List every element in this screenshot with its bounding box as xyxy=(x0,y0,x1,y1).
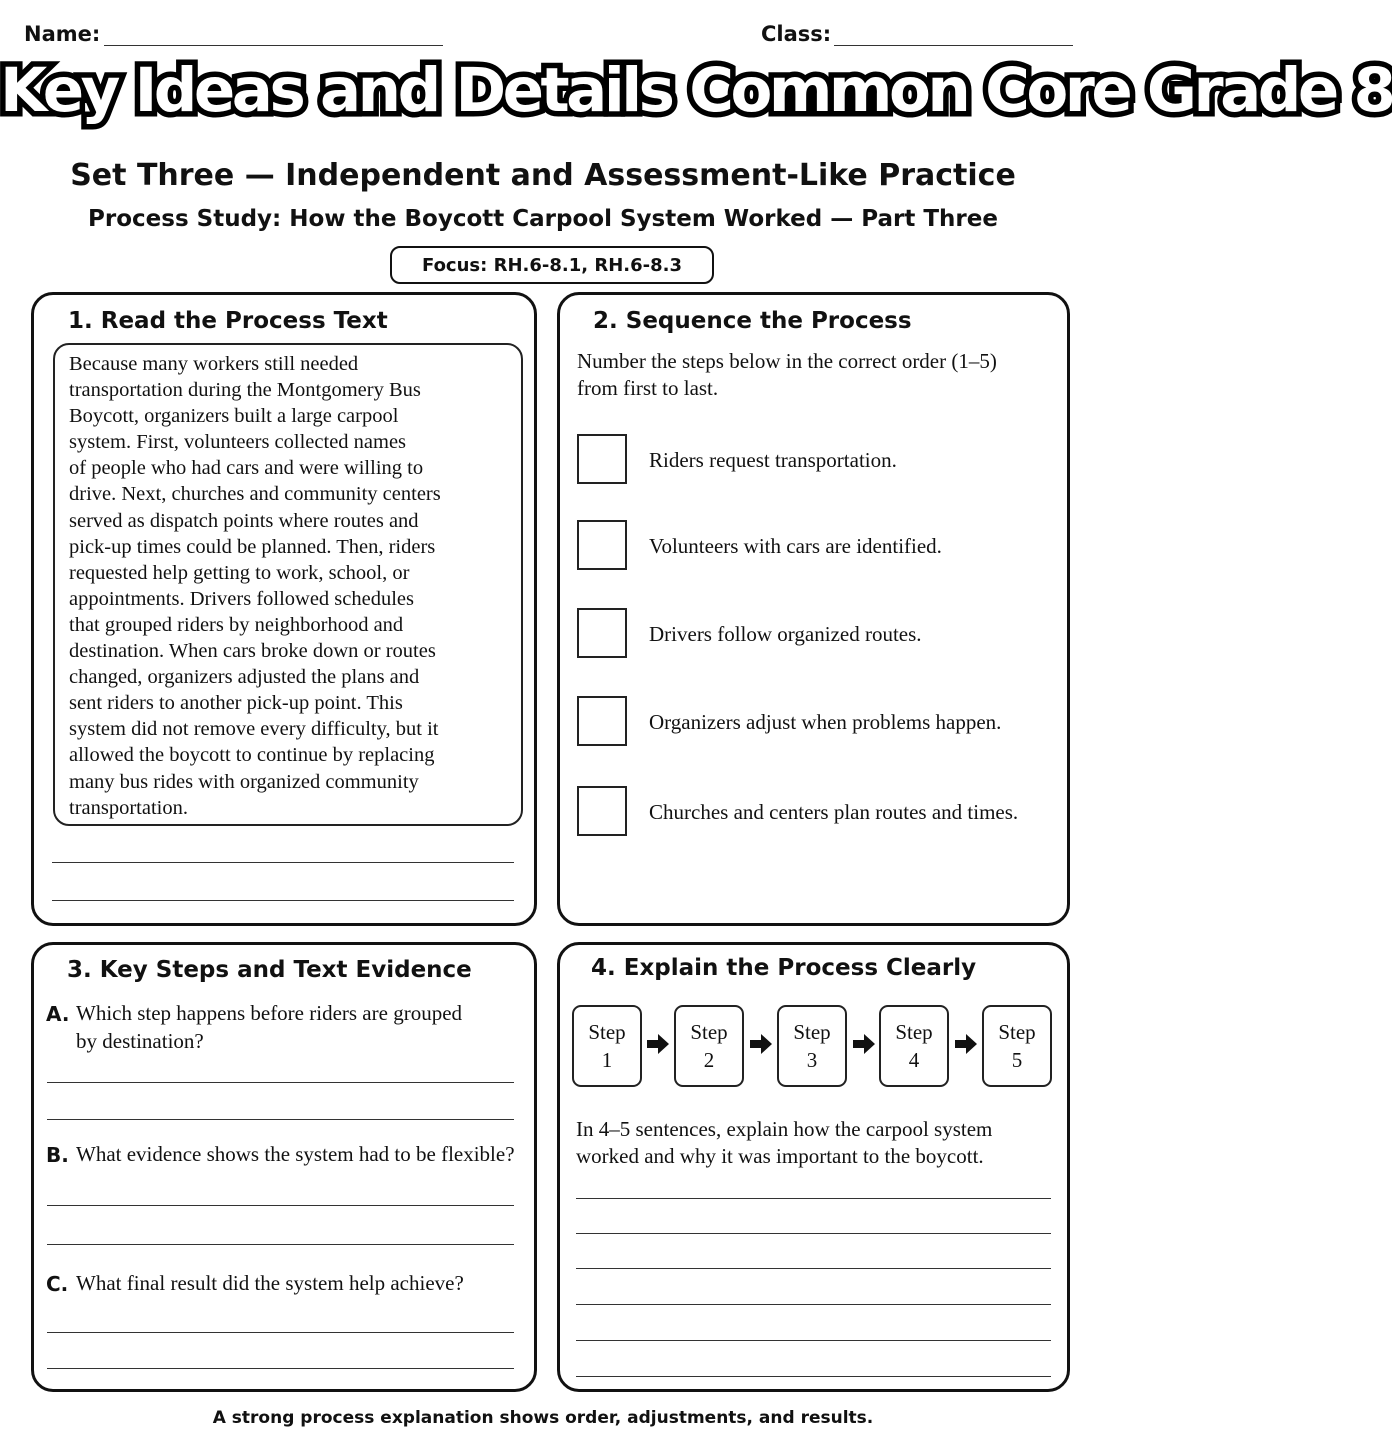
section-read-title: 1. Read the Process Text xyxy=(68,308,388,334)
process-study-heading: Process Study: How the Boycott Carpool System Worked — Part Three xyxy=(88,206,998,232)
worksheet-title: Key Ideas and Details Common Core Grade 8 xyxy=(0,55,1392,126)
flow-step-number: 1 xyxy=(601,1048,613,1072)
step-number-box-3[interactable] xyxy=(577,608,627,658)
flow-step-box-2 xyxy=(674,1005,744,1087)
answer-line[interactable] xyxy=(47,1119,514,1120)
sequence-step-5: Churches and centers plan routes and times. xyxy=(649,800,1019,824)
section-explain-title: 4. Explain the Process Clearly xyxy=(591,955,977,981)
footer-note: A strong process explanation shows order, adjustments, and results. xyxy=(212,1408,874,1428)
focus-standards-badge: Focus: RH.6-8.1, RH.6-8.3 xyxy=(390,246,714,284)
flow-step-number: 4 xyxy=(908,1048,920,1072)
sequence-instructions: Number the steps below in the correct order (1–5) from first to last. xyxy=(577,349,997,400)
answer-line[interactable] xyxy=(47,1244,514,1245)
name-label: Name: xyxy=(24,22,101,46)
step-number-box-4[interactable] xyxy=(577,696,627,746)
answer-line[interactable] xyxy=(47,1368,514,1369)
flow-step-box-3 xyxy=(777,1005,847,1087)
question-b-text: What evidence shows the system had to be flexible? xyxy=(76,1142,515,1166)
right-arrow-icon xyxy=(647,1034,669,1054)
flow-step-word: Step xyxy=(895,1020,933,1044)
section-sequence-title: 2. Sequence the Process xyxy=(593,308,912,334)
right-arrow-icon xyxy=(853,1034,875,1054)
section-evidence-title: 3. Key Steps and Text Evidence xyxy=(67,957,472,983)
flow-step-word: Step xyxy=(690,1020,728,1044)
flow-step-word: Step xyxy=(793,1020,831,1044)
class-label: Class: xyxy=(761,22,832,46)
question-c-text: What final result did the system help achieve? xyxy=(76,1271,464,1295)
question-a-text: Which step happens before riders are grouped by destination? xyxy=(76,1001,463,1053)
right-arrow-icon xyxy=(750,1034,772,1054)
answer-line[interactable] xyxy=(576,1233,1051,1234)
flow-step-word: Step xyxy=(998,1020,1036,1044)
question-b-letter: B. xyxy=(46,1143,69,1167)
flow-step-word: Step xyxy=(588,1020,626,1044)
answer-line[interactable] xyxy=(47,1082,514,1083)
worksheet-subtitle: Set Three — Independent and Assessment-Like Practice xyxy=(70,158,1016,193)
answer-line[interactable] xyxy=(52,900,514,901)
class-field[interactable] xyxy=(834,45,1073,46)
question-c-letter: C. xyxy=(46,1272,69,1296)
answer-line[interactable] xyxy=(52,862,514,863)
answer-line[interactable] xyxy=(576,1376,1051,1377)
flow-step-number: 3 xyxy=(806,1048,818,1072)
flow-step-number: 5 xyxy=(1011,1048,1023,1072)
passage-box xyxy=(53,343,523,826)
flow-step-box-5 xyxy=(982,1005,1052,1087)
answer-line[interactable] xyxy=(576,1304,1051,1305)
step-number-box-2[interactable] xyxy=(577,520,627,570)
flow-step-box-4 xyxy=(879,1005,949,1087)
flow-step-box-1 xyxy=(572,1005,642,1087)
answer-line[interactable] xyxy=(576,1198,1051,1199)
passage-text: Because many workers still needed transportation during the Montgomery Bus Boycott, organizers built a large carpool system. First, volunteers collected names of people who had cars and were willing to drive. Next, churches and community centers served as dispatch points where routes and pick-up times could be planned. Then, riders requested help getting to work, school, or appointments. Drivers followed schedules that grouped riders by neighborhood and destination. When cars broke down or routes changed, organizers adjusted the plans and sent riders to another pick-up point. This system did not remove every difficulty, but it allowed the boycott to continue by replacing many bus rides with organized community transportation. xyxy=(69,353,441,819)
sequence-step-2: Volunteers with cars are identified. xyxy=(649,534,942,558)
answer-line[interactable] xyxy=(47,1205,514,1206)
sequence-step-4: Organizers adjust when problems happen. xyxy=(649,710,1002,734)
explain-prompt: In 4–5 sentences, explain how the carpool system worked and why it was important to the boycott. xyxy=(576,1117,993,1168)
question-a-letter: A. xyxy=(46,1002,70,1026)
name-field[interactable] xyxy=(104,45,443,46)
answer-line[interactable] xyxy=(576,1268,1051,1269)
answer-line[interactable] xyxy=(47,1332,514,1333)
sequence-step-1: Riders request transportation. xyxy=(649,448,897,472)
step-number-box-5[interactable] xyxy=(577,786,627,836)
sequence-step-3: Drivers follow organized routes. xyxy=(649,622,922,646)
step-number-box-1[interactable] xyxy=(577,434,627,484)
flow-step-number: 2 xyxy=(703,1048,715,1072)
right-arrow-icon xyxy=(955,1034,977,1054)
answer-line[interactable] xyxy=(576,1340,1051,1341)
